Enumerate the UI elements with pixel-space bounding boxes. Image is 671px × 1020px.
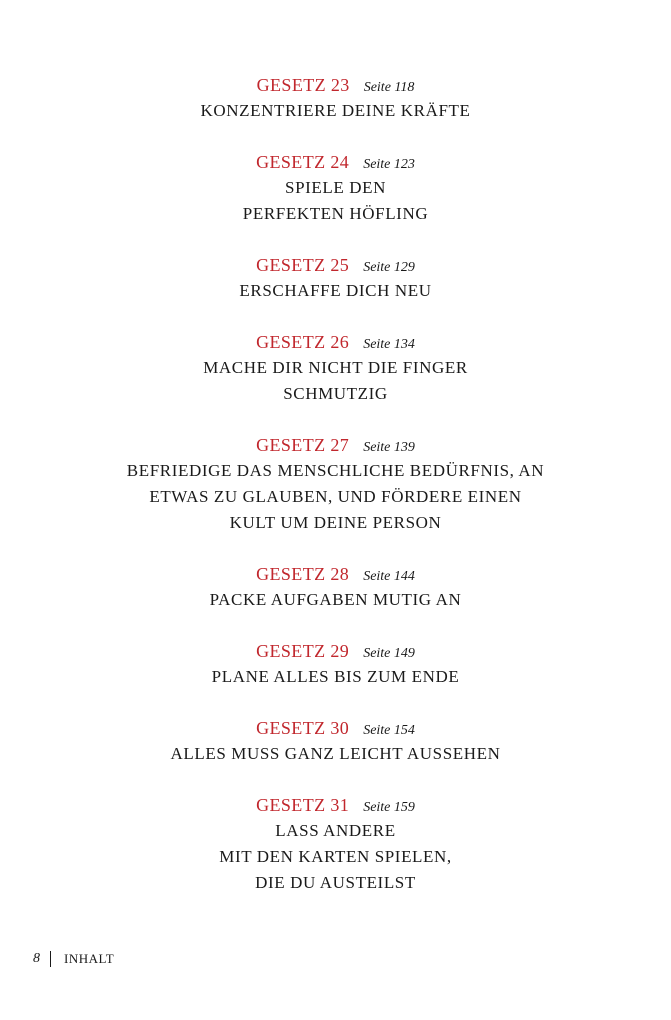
toc-entry-law-30[interactable] <box>0 715 671 767</box>
page-number: 8 <box>33 951 40 966</box>
law-label: GESETZ 23 <box>256 75 350 95</box>
law-title-line: ERSCHAFFE DICH NEU <box>239 281 432 300</box>
toc-entry-law-27[interactable] <box>0 432 671 536</box>
page-footer <box>33 949 114 969</box>
entry-heading <box>0 329 671 355</box>
law-title-line: SPIELE DEN <box>285 178 386 197</box>
table-of-contents <box>0 72 671 921</box>
toc-entry-law-25[interactable] <box>0 252 671 304</box>
toc-entry-law-31[interactable] <box>0 792 671 896</box>
page-reference: Seite 129 <box>363 260 415 275</box>
law-label: GESETZ 25 <box>256 255 350 275</box>
law-label: GESETZ 24 <box>256 152 350 172</box>
page-reference: Seite 159 <box>363 800 415 815</box>
page-reference: Seite 134 <box>363 337 415 352</box>
law-title-line: DIE DU AUSTEILST <box>255 873 416 892</box>
law-label: GESETZ 29 <box>256 641 350 661</box>
entry-heading <box>0 638 671 664</box>
law-title-line: PLANE ALLES BIS ZUM ENDE <box>211 667 460 686</box>
toc-entry-law-23[interactable] <box>0 72 671 124</box>
law-title-line: SCHMUTZIG <box>283 384 388 403</box>
entry-heading <box>0 149 671 175</box>
law-label: GESETZ 27 <box>256 435 350 455</box>
law-label: GESETZ 26 <box>256 332 350 352</box>
law-title-line: PACKE AUFGABEN MUTIG AN <box>209 590 462 609</box>
entry-heading <box>0 432 671 458</box>
entry-heading <box>0 252 671 278</box>
page-reference: Seite 139 <box>363 440 415 455</box>
law-title-line: LASS ANDERE <box>275 821 396 840</box>
law-title-line: BEFRIEDIGE DAS MENSCHLICHE BEDÜRFNIS, AN <box>126 461 545 480</box>
page-reference: Seite 154 <box>363 723 415 738</box>
law-label: GESETZ 28 <box>256 564 350 584</box>
page-reference: Seite 149 <box>363 646 415 661</box>
law-title-line: ALLES MUSS GANZ LEICHT AUSSEHEN <box>170 744 501 763</box>
toc-entry-law-24[interactable] <box>0 149 671 227</box>
law-title-line: KULT UM DEINE PERSON <box>229 513 442 532</box>
toc-entry-law-26[interactable] <box>0 329 671 407</box>
law-title-line: KONZENTRIERE DEINE KRÄFTE <box>200 101 471 120</box>
law-title-line: PERFEKTEN HÖFLING <box>242 204 429 223</box>
law-label: GESETZ 30 <box>256 718 350 738</box>
entry-heading <box>0 72 671 98</box>
law-title-line: MIT DEN KARTEN SPIELEN, <box>219 847 452 866</box>
law-title-line: ETWAS ZU GLAUBEN, UND FÖRDERE EINEN <box>149 487 522 506</box>
toc-entry-law-29[interactable] <box>0 638 671 690</box>
running-head: INHALT <box>64 951 115 966</box>
law-title-line: MACHE DIR NICHT DIE FINGER <box>203 358 468 377</box>
entry-heading <box>0 561 671 587</box>
page-reference: Seite 123 <box>363 157 415 172</box>
footer-divider <box>50 951 51 967</box>
toc-entry-law-28[interactable] <box>0 561 671 613</box>
page-reference: Seite 118 <box>363 80 415 95</box>
entry-heading <box>0 715 671 741</box>
entry-heading <box>0 792 671 818</box>
law-label: GESETZ 31 <box>256 795 350 815</box>
page-reference: Seite 144 <box>363 569 415 584</box>
